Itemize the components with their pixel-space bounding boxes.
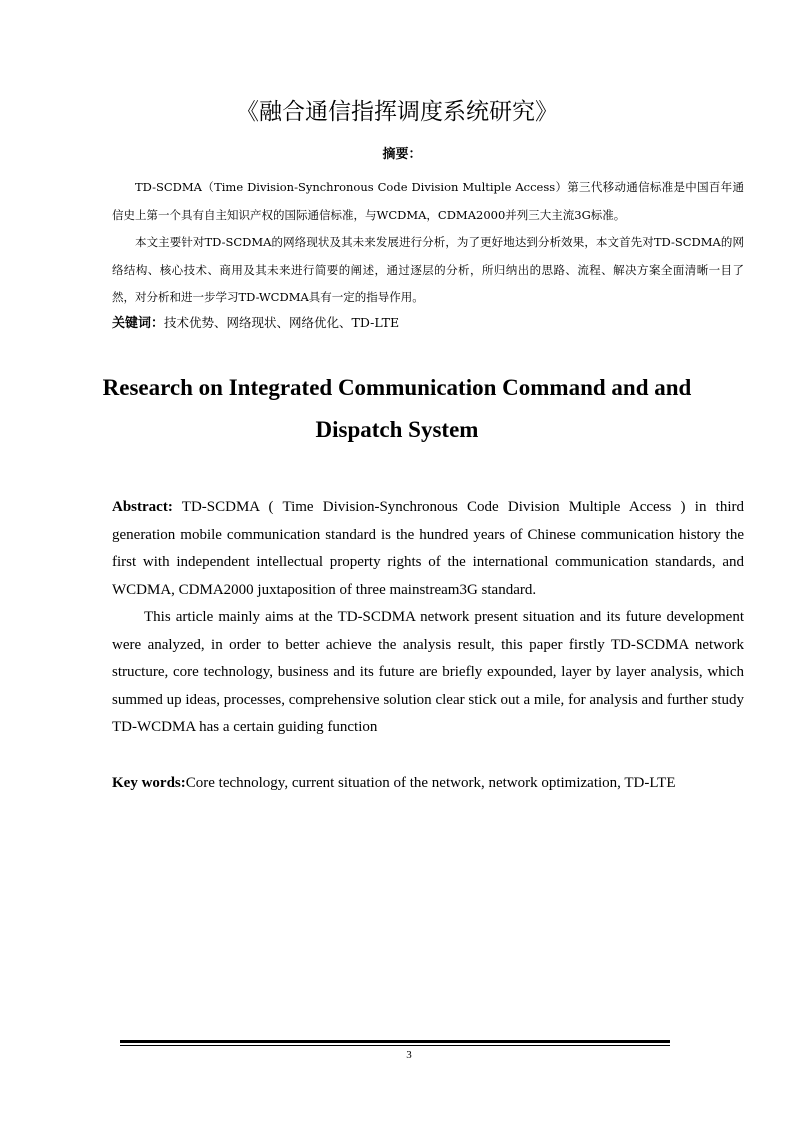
chinese-abstract-heading: 摘要： (382, 147, 422, 162)
english-keywords (112, 770, 744, 797)
page-number: 3 (406, 1049, 412, 1061)
chinese-keywords (112, 310, 744, 337)
english-abstract (112, 494, 744, 742)
chinese-abstract-paragraph: 本文主要针对TD-SCDMA的网络现状及其未来发展进行分析，为了更好地达到分析效果，本文首先对TD-SCDMA的网络结构、核心技术、商用及其未来进行简要的阐述，通过逐层的分析，所归纳出的思路、流程、解决方案全面清晰一目了然，对分析和进一步学习TD-WCDMA具有一定的指导作用。 (112, 235, 744, 304)
english-abstract-label: Abstract: (112, 499, 173, 515)
footer-divider-thick (120, 1040, 670, 1043)
english-keywords-text: Core technology, current situation of the network, network optimization, TD-LTE (185, 775, 676, 791)
chinese-keywords-text: 技术优势、网络现状、网络优化、TD-LTE (164, 315, 400, 330)
chinese-abstract (112, 174, 744, 312)
chinese-abstract-paragraph: TD-SCDMA（Time Division-Synchronous Code Division Multiple Access）第三代移动通信标准是中国百年通信史上第一个具有自主知识产权的国际通信标准，与WCDMA，CDMA2000并列三大主流3G标准。 (112, 180, 744, 222)
english-abstract-text: TD-SCDMA ( Time Division-Synchronous Code Division Multiple Access ) in third generation mobile communication standard is the hundred years of Chinese communication history the first with independent intellectual property rights of the international communication standards, and WCDMA, CDMA2000 juxtaposition of three mainstream3G standard. (112, 499, 744, 598)
chinese-keywords-label: 关键词： (112, 316, 165, 331)
chinese-title: 《融合通信指挥调度系统研究》 (236, 99, 558, 125)
english-keywords-label: Key words: (112, 775, 186, 791)
english-abstract-paragraph (112, 494, 744, 604)
english-abstract-paragraph: This article mainly aims at the TD-SCDMA network present situation and its future development were analyzed, in order to better achieve the analysis result, this paper firstly TD-SCDMA network structure, core technology, business and its future are briefly expounded, layer by layer analysis, which summed up ideas, processes, comprehensive solution clear stick out a mile, for analysis and further study TD-WCDMA has a certain guiding function (112, 609, 744, 735)
english-title: Research on Integrated Communication Command and and Dispatch System (102, 375, 692, 442)
footer-divider-thin (120, 1045, 670, 1046)
